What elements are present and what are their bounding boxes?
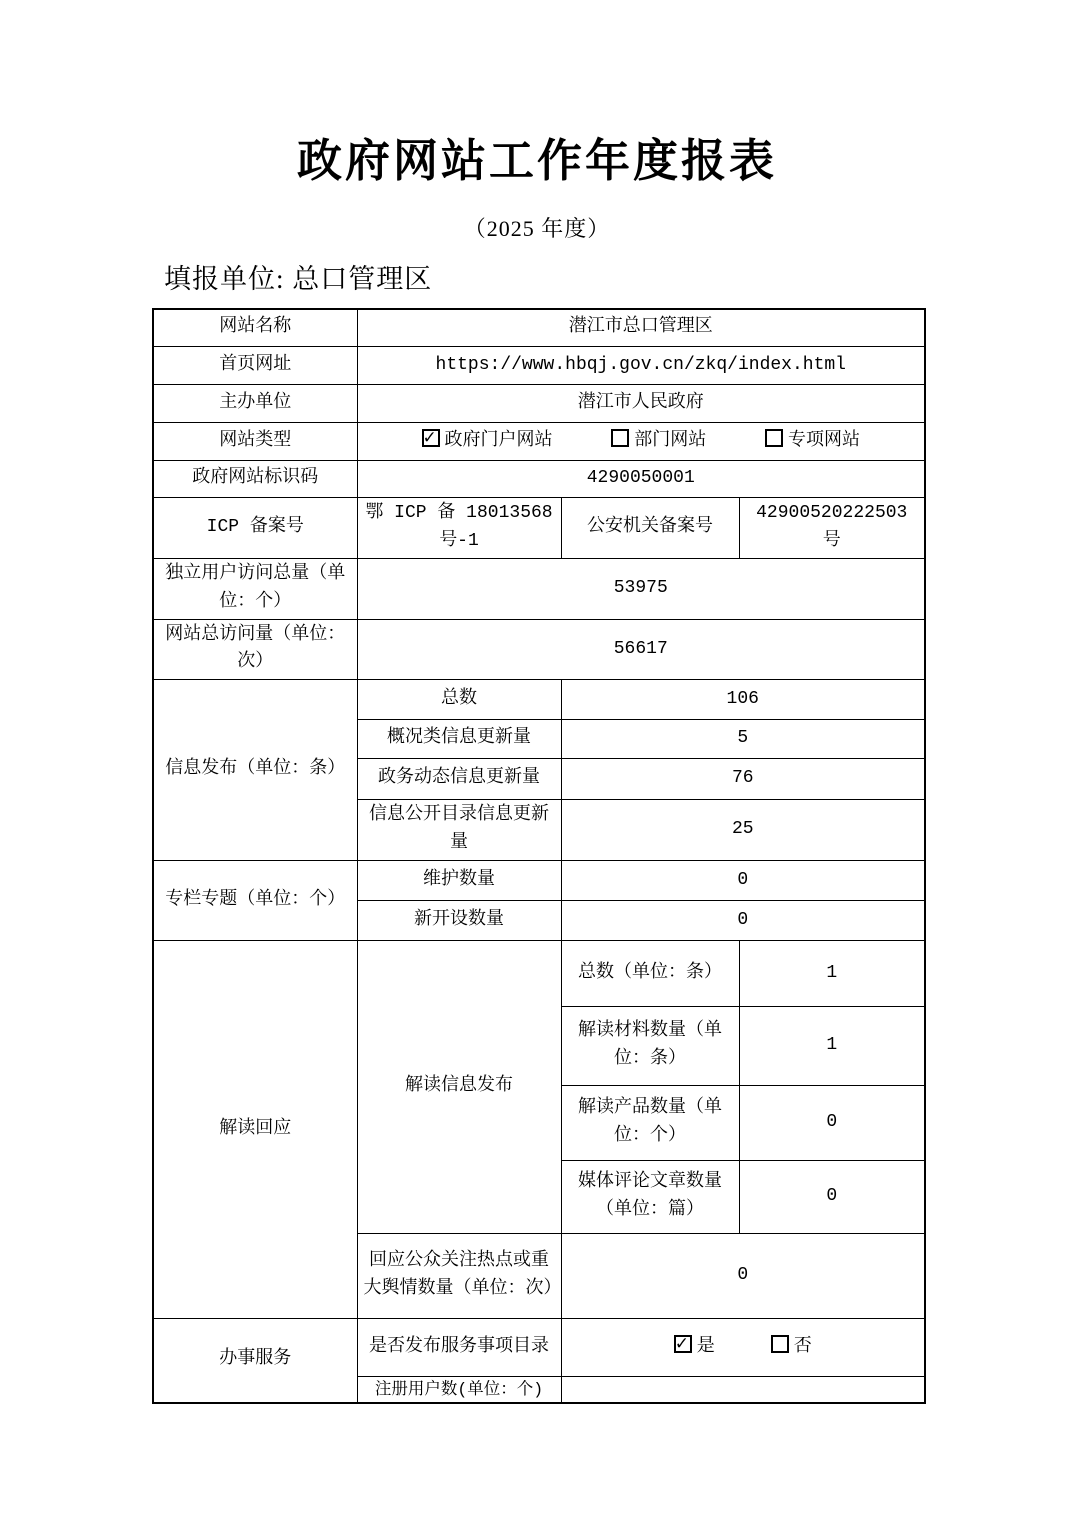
row-total-visits xyxy=(153,619,925,680)
interpretation-label: 解读回应 xyxy=(153,941,357,1319)
info-publish-sub-value: 25 xyxy=(561,800,925,861)
services-catalog-options xyxy=(568,1334,919,1362)
police-record-value: 42900520222503 号 xyxy=(739,498,925,559)
services-catalog-label: 是否发布服务事项目录 xyxy=(357,1319,561,1377)
catalog-option-no xyxy=(771,1334,812,1362)
special-topics-sub-value: 0 xyxy=(561,861,925,901)
interpret-publish-label: 解读信息发布 xyxy=(357,941,561,1234)
info-publish-sub-value: 106 xyxy=(561,680,925,720)
catalog-option-yes xyxy=(674,1334,715,1362)
interpret-sub-value: 0 xyxy=(739,1161,925,1234)
special-topics-sub-label: 新开设数量 xyxy=(357,901,561,941)
row-info-publish-total xyxy=(153,680,925,720)
row-host-org xyxy=(153,385,925,423)
info-publish-sub-label: 概况类信息更新量 xyxy=(357,720,561,759)
page-subtitle: （2025 年度） xyxy=(463,215,611,241)
info-publish-sub-value: 76 xyxy=(561,759,925,800)
services-label: 办事服务 xyxy=(153,1319,357,1403)
interpret-sub-label: 解读材料数量（单位：条） xyxy=(561,1007,739,1086)
row-site-type xyxy=(153,423,925,461)
unchecked-checkbox-icon xyxy=(611,429,629,447)
host-org-value: 潜江市人民政府 xyxy=(357,385,925,423)
total-visits-value: 56617 xyxy=(357,619,925,680)
interpret-sub-label: 媒体评论文章数量（单位：篇） xyxy=(561,1161,739,1234)
site-type-label: 网站类型 xyxy=(153,423,357,461)
interpret-sub-label: 解读产品数量（单位：个） xyxy=(561,1086,739,1161)
row-unique-visitors xyxy=(153,558,925,619)
reporting-unit-line: 填报单位: 总口管理区 xyxy=(164,263,433,294)
info-publish-sub-label: 政务动态信息更新量 xyxy=(357,759,561,800)
site-type-option-special xyxy=(765,428,860,456)
total-visits-label: 网站总访问量（单位：次） xyxy=(153,619,357,680)
row-interpret-total xyxy=(153,941,925,1007)
row-home-url xyxy=(153,347,925,385)
info-publish-label: 信息发布（单位：条） xyxy=(153,680,357,861)
site-id-label: 政府网站标识码 xyxy=(153,461,357,498)
special-topics-sub-value: 0 xyxy=(561,901,925,941)
row-icp xyxy=(153,498,925,559)
police-record-label: 公安机关备案号 xyxy=(561,498,739,559)
site-id-value: 4290050001 xyxy=(357,461,925,498)
interpret-sub-value: 0 xyxy=(739,1086,925,1161)
option-label: 否 xyxy=(793,1336,812,1357)
annual-report-table xyxy=(152,308,926,1404)
interpret-response-value: 0 xyxy=(561,1234,925,1319)
page-title: 政府网站工作年度报表 xyxy=(296,135,777,186)
checked-checkbox-icon xyxy=(422,429,440,447)
site-type-option-portal xyxy=(422,428,553,456)
option-label: 是 xyxy=(696,1336,715,1357)
unchecked-checkbox-icon xyxy=(765,429,783,447)
unique-visitors-value: 53975 xyxy=(357,558,925,619)
registered-users-value xyxy=(561,1377,925,1403)
row-services-catalog xyxy=(153,1319,925,1377)
host-org-label: 主办单位 xyxy=(153,385,357,423)
interpret-sub-value: 1 xyxy=(739,941,925,1007)
unchecked-checkbox-icon xyxy=(771,1335,789,1353)
option-label: 专项网站 xyxy=(788,430,860,451)
special-topics-label: 专栏专题（单位：个） xyxy=(153,861,357,941)
interpret-sub-value: 1 xyxy=(739,1007,925,1086)
checked-checkbox-icon xyxy=(674,1335,692,1353)
registered-users-label: 注册用户数(单位：个) xyxy=(357,1377,561,1403)
row-site-id xyxy=(153,461,925,498)
icp-label: ICP 备案号 xyxy=(153,498,357,559)
site-type-option-department xyxy=(611,428,706,456)
option-label: 政府门户网站 xyxy=(444,430,553,451)
row-special-topics-maintain xyxy=(153,861,925,901)
row-site-name xyxy=(153,309,925,347)
info-publish-sub-label: 总数 xyxy=(357,680,561,720)
icp-value: 鄂 ICP 备 18013568 号-1 xyxy=(357,498,561,559)
interpret-response-label: 回应公众关注热点或重大舆情数量（单位：次） xyxy=(357,1234,561,1319)
special-topics-sub-label: 维护数量 xyxy=(357,861,561,901)
option-label: 部门网站 xyxy=(634,430,707,451)
site-type-options xyxy=(364,428,919,456)
interpret-sub-label: 总数（单位：条） xyxy=(561,941,739,1007)
unique-visitors-label: 独立用户访问总量（单位：个） xyxy=(153,558,357,619)
site-name-value: 潜江市总口管理区 xyxy=(357,309,925,347)
home-url-label: 首页网址 xyxy=(153,347,357,385)
info-publish-sub-value: 5 xyxy=(561,720,925,759)
site-name-label: 网站名称 xyxy=(153,309,357,347)
home-url-value: https://www.hbqj.gov.cn/zkq/index.html xyxy=(357,347,925,385)
info-publish-sub-label: 信息公开目录信息更新量 xyxy=(357,800,561,861)
